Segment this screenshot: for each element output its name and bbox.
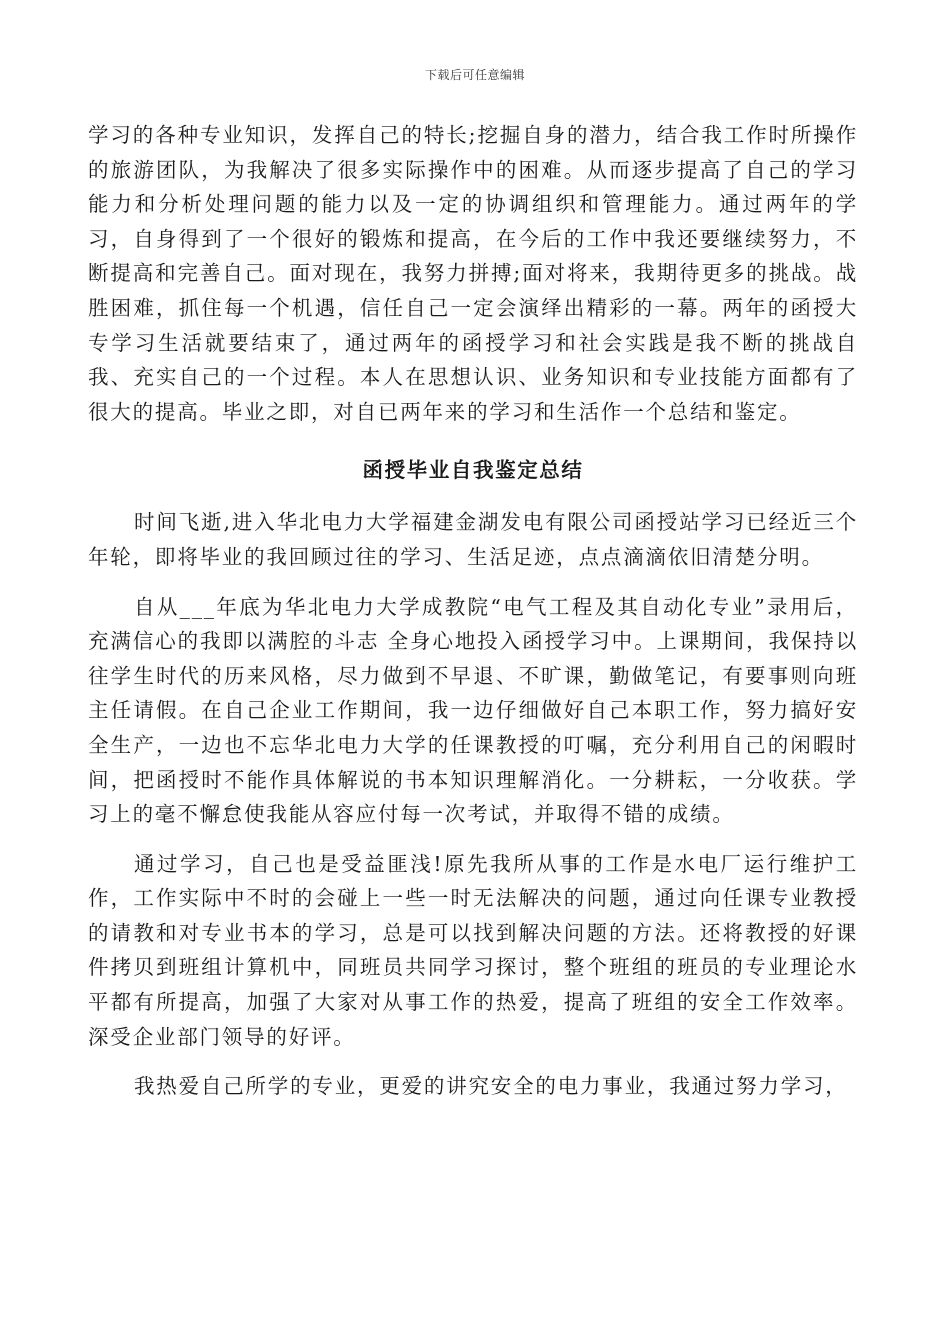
document-body [88,118,858,1104]
paragraph-3: 通过学习，自己也是受益匪浅!原先我所从事的工作是水电厂运行维护工作，工作实际中不时的会碰上一些一时无法解决的问题，通过向任课专业教授的请教和对专业书本的学习，总是可以找到解决问题的方法。还将教授的好课件拷贝到班组计算机中，同班员共同学习探讨，整个班组的班员的专业理论水平都有所提高，加强了大家对从事工作的热爱，提高了班组的安全工作效率。深受企业部门领导的好评。 [88,851,858,1049]
intro-paragraph: 学习的各种专业知识，发挥自己的特长;挖掘自身的潜力，结合我工作时所操作的旅游团队，为我解决了很多实际操作中的困难。从而逐步提高了自己的学习能力和分析处理问题的能力以及一定的协调组织和管理能力。通过两年的学习，自身得到了一个很好的锻炼和提高，在今后的工作中我还要继续努力，不断提高和完善自己。面对现在，我努力拼搏;面对将来，我期待更多的挑战。战胜困难，抓住每一个机遇，信任自己一定会演绎出精彩的一幕。两年的函授大专学习生活就要结束了，通过两年的函授学习和社会实践是我不断的挑战自我、充实自己的一个过程。本人在思想认识、业务知识和专业技能方面都有了很大的提高。毕业之即，对自已两年来的学习和生活作一个总结和鉴定。 [88,123,858,424]
section-title: 函授毕业自我鉴定总结 [362,458,584,483]
paragraph-2: 自从___年底为华北电力大学成教院“电气工程及其自动化专业”录用后，充满信心的我即以满腔的斗志 全身心地投入函授学习中。上课期间，我保持以往学生时代的历来风格，尽力做到不早退、不旷课，勤做笔记，有要事则向班主任请假。在自己企业工作期间，我一边仔细做好自己本职工作，努力搞好安全生产，一边也不忘华北电力大学的任课教授的叮嘱，充分利用自己的闲暇时间，把函授时不能作具体解说的书本知识理解消化。一分耕耘，一分收获。学习上的毫不懈怠使我能从容应付每一次考试，并取得不错的成绩。 [88,594,858,827]
paragraph-4: 我热爱自己所学的专业，更爱的讲究安全的电力事业，我通过努力学习， [134,1074,848,1099]
paragraph-1: 时间飞逝,进入华北电力大学福建金湖发电有限公司函授站学习已经近三个年轮，即将毕业的我回顾过往的学习、生活足迹，点点滴滴依旧清楚分明。 [88,510,858,569]
header-note: 下载后可任意编辑 [424,68,525,82]
